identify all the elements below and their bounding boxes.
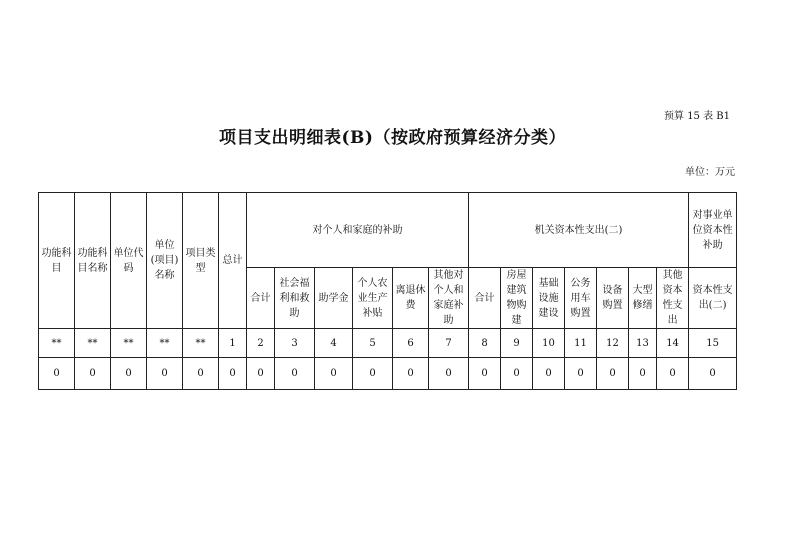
data-cell: 0	[629, 358, 657, 390]
header-sub-cell: 社会福利和救助	[275, 268, 315, 329]
header-sub-cell: 设备购置	[597, 268, 629, 329]
data-cell: 0	[597, 358, 629, 390]
data-cell: 0	[147, 358, 183, 390]
header-func-subject: 功能科目	[39, 193, 75, 329]
index-cell: **	[39, 329, 75, 358]
index-cell: 10	[533, 329, 565, 358]
index-row	[39, 329, 737, 358]
data-cell: 0	[183, 358, 219, 390]
index-cell: 9	[501, 329, 533, 358]
data-cell: 0	[393, 358, 429, 390]
header-sub-cell: 大型修缮	[629, 268, 657, 329]
header-sub-cell: 房屋建筑物购建	[501, 268, 533, 329]
index-cell: 2	[247, 329, 275, 358]
index-cell: 7	[429, 329, 469, 358]
data-cell: 0	[111, 358, 147, 390]
header-sub-cell: 合计	[469, 268, 501, 329]
data-cell: 0	[247, 358, 275, 390]
data-cell: 0	[353, 358, 393, 390]
index-cell: 1	[219, 329, 247, 358]
header-group-public: 对事业单位资本性补助	[689, 193, 737, 268]
header-sub-cell: 个人农业生产补贴	[353, 268, 393, 329]
index-cell: **	[111, 329, 147, 358]
index-cell: 13	[629, 329, 657, 358]
header-group-personal: 对个人和家庭的补助	[247, 193, 469, 268]
form-code: 预算 15 表 B1	[664, 111, 730, 122]
data-cell: 0	[275, 358, 315, 390]
header-sub-cell: 离退休费	[393, 268, 429, 329]
table-row	[39, 358, 737, 390]
index-cell: 15	[689, 329, 737, 358]
header-sub-cell: 资本性支出(二)	[689, 268, 737, 329]
header-row-top	[39, 193, 737, 268]
data-cell: 0	[219, 358, 247, 390]
header-sub-cell: 基础设施建设	[533, 268, 565, 329]
data-cell: 0	[501, 358, 533, 390]
index-cell: 4	[315, 329, 353, 358]
index-cell: 6	[393, 329, 429, 358]
index-cell: **	[75, 329, 111, 358]
data-cell: 0	[657, 358, 689, 390]
header-total: 总计	[219, 193, 247, 329]
index-cell: 12	[597, 329, 629, 358]
header-sub-cell: 公务用车购置	[565, 268, 597, 329]
header-unit-code: 单位代码	[111, 193, 147, 329]
data-cell: 0	[565, 358, 597, 390]
data-cell: 0	[75, 358, 111, 390]
index-cell: 8	[469, 329, 501, 358]
header-sub-cell: 助学金	[315, 268, 353, 329]
header-func-subject-name: 功能科目名称	[75, 193, 111, 329]
header-sub-cell: 其他对个人和家庭补助	[429, 268, 469, 329]
header-sub-cell: 其他资本性支出	[657, 268, 689, 329]
header-project-type: 项目类型	[183, 193, 219, 329]
header-unit-project-name: 单位(项目)名称	[147, 193, 183, 329]
unit-label: 单位：万元	[685, 167, 735, 178]
index-cell: 5	[353, 329, 393, 358]
data-cell: 0	[469, 358, 501, 390]
index-cell: 3	[275, 329, 315, 358]
data-cell: 0	[689, 358, 737, 390]
budget-table	[38, 192, 737, 390]
header-group-capital: 机关资本性支出(二)	[469, 193, 689, 268]
index-cell: 14	[657, 329, 689, 358]
data-cell: 0	[429, 358, 469, 390]
index-cell: **	[147, 329, 183, 358]
data-cell: 0	[315, 358, 353, 390]
data-cell: 0	[39, 358, 75, 390]
page-title: 项目支出明细表(B)（按政府预算经济分类）	[219, 128, 566, 148]
data-cell: 0	[533, 358, 565, 390]
header-sub-cell: 合计	[247, 268, 275, 329]
index-cell: **	[183, 329, 219, 358]
index-cell: 11	[565, 329, 597, 358]
